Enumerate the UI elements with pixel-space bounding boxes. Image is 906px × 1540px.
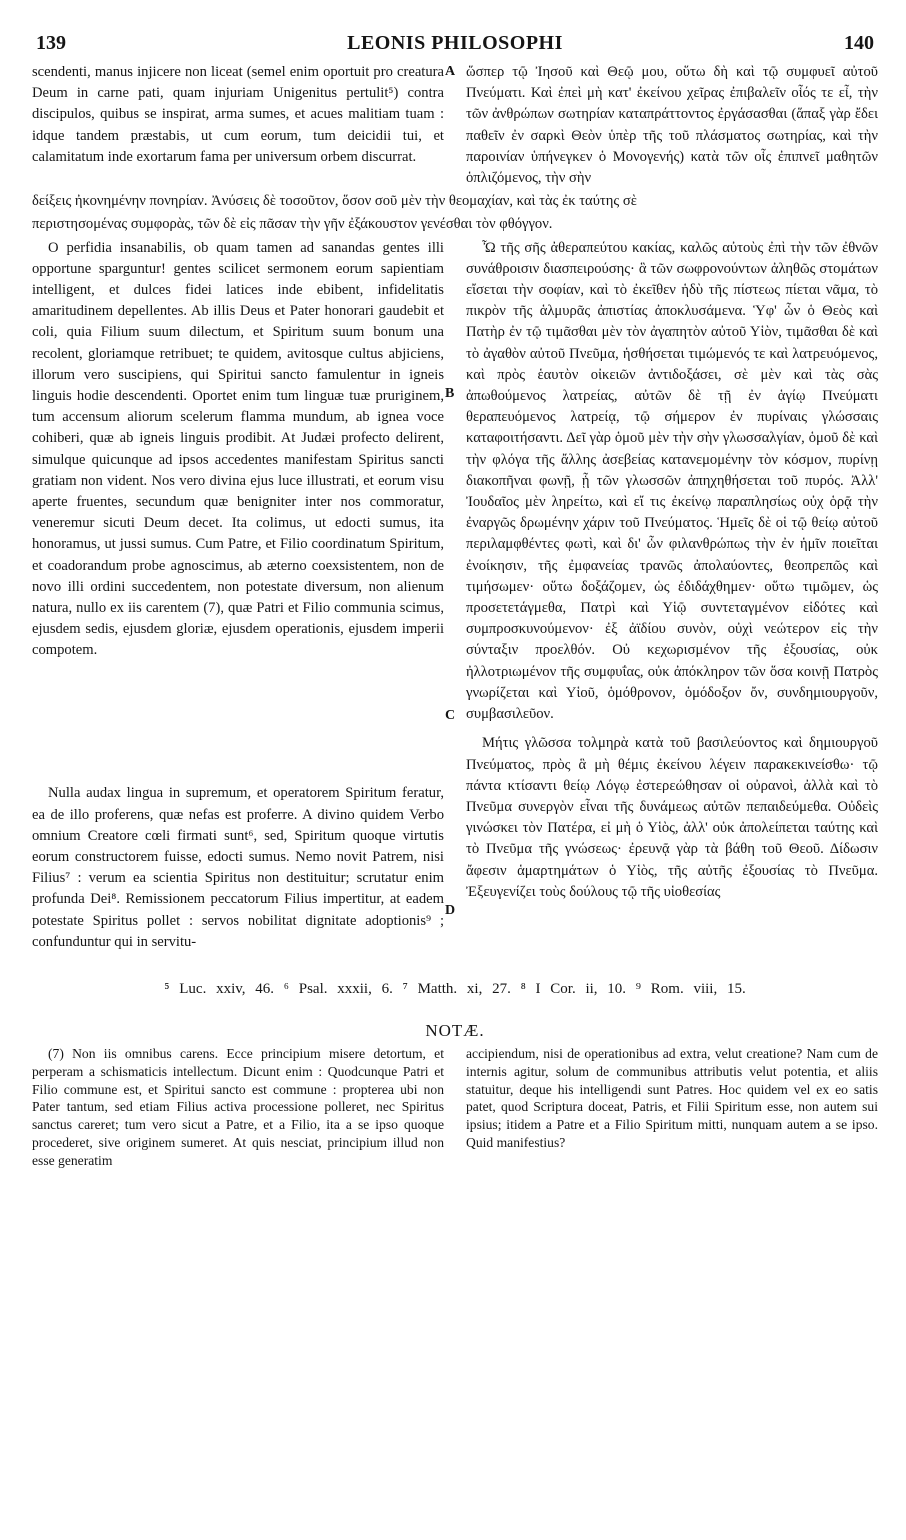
- notes-heading: NOTÆ.: [425, 1020, 485, 1040]
- latin-paragraph: scendenti, manus injicere non liceat (semel enim oportuit pro creatura Deum in carne pati, quam injuriam Unigenitus pertulit⁵) contra discipulos, quibus se inspirat, arma sumes, et acues malitiam tuam : idque tandem præstabis, ut cum eorum, tum deicidii tui, et calamitatum inde exortarum fama per universum orbem discurrat.: [32, 64, 444, 165]
- section-3: [32, 733, 878, 953]
- spacer: [32, 733, 444, 783]
- page-number-left: 139: [36, 32, 66, 54]
- margin-mark-a: A: [445, 64, 456, 79]
- notes-section: [32, 1045, 878, 1170]
- greek-column: [466, 62, 878, 189]
- section-1: [32, 62, 878, 189]
- notes-left-column: [32, 1045, 444, 1170]
- latin-column: [32, 238, 444, 726]
- running-header: [32, 32, 878, 62]
- greek-column: [466, 733, 878, 953]
- latin-paragraph: O perfidia insanabilis, ob quam tamen ad sanandas gentes illi opportune sparguntur! gentes scilicet sermonem eorum sapientiam intelligent, et dulces fidei latices inde ebibent, infidelitatis amaritudinem depellentes. Ab illis Deus et Pater honorari gaudebit et coli, quia Filium suum dilectum, et Spiritum suum bonum una recolent, gloriamque retribuet; te quidem, avitosque cultus abjiciens, illorum vero suscipiens, qui Spiritui sancto famulentur in igneis linguis hodie descendenti. Oportet enim tum linguæ tuæ pruriginem, tum accensum aliorum scelerum flamma mundum, ab ignea voce cohiberi, quæ ab igneis linguis prodibit. At Judæi profecto delirent, simulque quicunque ad ipsos accedentes manifestam Spiritus sancti gratiam non vident. Nos vero divina ejus luce illustrati, et eorum visu aperte fruentes, secundum quæ benigniter inter nos commoratur, veneremur sicuti Deum decet. Ita colimus, ut edocti sumus, ita honoramus, ut jussi sumus. Cum Patre, et Filio coordinatum Spiritum, et coadorandum probe agnoscimus, ab æterno coexsistentem, non de novo illi ordini succedentem, non potestate diversum, non alienum natura, nullo ex iis carentem (7), quæ Patri et Filio communia scimus, ejusdem sedis, ejusdem gloriæ, ejusdem operationis, ejusdem imperii compotem.: [32, 239, 444, 659]
- scripture-references: ⁵ Luc. xxiv, 46. ⁶ Psal. xxxii, 6. ⁷ Matth. xi, 27. ⁸ I Cor. ii, 10. ⁹ Rom. viii, 15.: [164, 980, 746, 997]
- note-paragraph: accipiendum, nisi de operationibus ad extra, velut creatione? Nam cum de internis agitur, solum de communibus attributis velut potentia, et aliis statuitur, deque his intelligendi sunt Patres. Hoc quidem vel ex eo satis patet, quod Scriptura doceat, Patris, et Filii Spiritum esse, non autem sui ipsius; itidem a Patre et a Filio Spiritum mitti, nunquam autem a se ipso. Quid manifestius?: [466, 1045, 878, 1150]
- margin-mark-d: D: [445, 903, 456, 919]
- section-2: [32, 238, 878, 726]
- latin-column: [32, 62, 444, 189]
- page-number-right: 140: [844, 32, 874, 54]
- page: [32, 32, 878, 1170]
- greek-column: [466, 238, 878, 726]
- margin-mark-b: B: [445, 385, 455, 401]
- latin-paragraph: Nulla audax lingua in supremum, et operatorem Spiritum feratur, ea de illo proferens, quæ nefas est proferre. A divino quidem Verbo omnium Creatore cœli firmati sunt⁶, sed, Spiritum quoque virtutis eorum constructorem fuisse, edocti sumus. Nemo novit Patrem, nisi Filius⁷ : verum ea scientia Spiritus non destituitur; scrutatur enim profunda Dei⁸. Remissionem peccatorum Filius impertitur, at eadem potestate Spiritus pollet : servos nobilitat dignitate adoptionis⁹ ; confunduntur qui in servitu-: [32, 785, 444, 950]
- notes-right-column: [466, 1045, 878, 1170]
- greek-paragraph: Ὦ τῆς σῆς ἀθεραπεύτου κακίας, καλῶς αὐτοὺς ἐπὶ τὴν τῶν ἐθνῶν συνάθροισιν διασπειρούσης· ἃ τῶν σωφρονούντων ἀληθῶς στομάτων εἴσεται τὴν σοφίαν, καὶ τὸ ἐκεῖθεν ἡδὺ τῆς πίστεως πίεται νᾶμα, τὸ πικρὸν τῆς ἁλμυρᾶς ἀπιστίας ἀποκλυσάμενα. Ὑφ' ὧν ὁ Θεὸς καὶ Πατὴρ ἐν τῷ τιμᾶσθαι μὲν τὸν ἀγαπητὸν αὐτοῦ Υἱὸν, τιμᾶσθαι δὲ καὶ τὸ ἀγαθὸν αὐτοῦ Πνεῦμα, ἡσθήσεται τιμώμενός τε καὶ λατρευόμενος, καὶ πρὸς ἑαυτὸν οἰκειῶν ἀντιδοξάσει, σὲ μὲν καὶ τὰς σὰς ἀπωθούμενος λατρείας, αὐτῶν δὲ τῇ ἐν ἁγίῳ Πνεύματι θεραπευόμενος λατρείᾳ, τῷ σήμερον ἐν πυρίναις γλώσσαις καταφοιτήσαντι. Δεῖ γὰρ ὁμοῦ μὲν τὴν σὴν γλωσσαλγίαν, ὁμοῦ δὲ καὶ τὴν φλόγα τῆς ἄλλης ἀσεβείας κατανεμομένην τὸν κόσμον, πυρίνῃ διακοπῆναι φωνῇ, ᾗ τῶν γλωσσῶν ἀπηχηθήσεται τοῦ πυρός. Ἀλλ' Ἰουδαῖος μὲν ληρείτω, καὶ εἴ τις ἐκείνῳ παραπλησίως οὐχ ὁρᾷ τὴν ἐναργῶς δρωμένην χάριν τοῦ Πνεύματος. Ἡμεῖς δὲ οἱ τῷ θείῳ αὐτοῦ περιλαμφθέντες φωτὶ, καὶ δι' ὧν φιλανθρώπως τὴν ἐν ἡμῖν ποιεῖται ἐνοίκησιν, τῆς ἐμφανείας τρανῶς ἀπολαύοντες, θεοπρεπῶς καὶ τιμήσωμεν· οὕτω δοξάζομεν, ὡς ἐδιδάχθημεν· οὕτω τιμῶμεν, ὡς προσετετάγμεθα, Πατρὶ καὶ Υἱῷ συντεταγμένον εἰδότες καὶ συμπροσκυνούμενον· ἐξ ἀϊδίου συνὸν, οὐχὶ νεώτερον εἰς τὴν σύνταξιν προελθόν. Οὐ κεχωρισμένον τῆς ἐξουσίας, οὐκ ἠλλοτριωμένον τῆς συμφυΐας, οὐκ ἀπόκληρον τῶν ὅσα κοινῇ Πατρὸς γνωρίζεται καὶ Υἱοῦ, ὁμόθρονον, ὁμόδοξον ὄν, συνδημιουργοῦν, συμβασιλεῦον.: [466, 239, 878, 723]
- greek-paragraph: Μήτις γλῶσσα τολμηρὰ κατὰ τοῦ βασιλεύοντος καὶ δημιουργοῦ Πνεύματος, πρὸς ἃ μὴ θέμις ἐκείνου λέγειν παρακεκινείσθω· τῷ πάντα κτίσαντι θείῳ Λόγῳ ἐστερεώθησαν οἱ οὐρανοὶ, ἀλλὰ καὶ τὸ Πνεῦμα συνεργὸν εἶναι τῆς δυνάμεως αὐτῶν πεπαιδεύμεθα. Οὐδεὶς γινώσκει τὸν Πατέρα, εἰ μὴ ὁ Υἱὸς, ἀλλ' οὐκ ἀπολείπεται ταύτης καὶ τὸ Πνεῦμα τῆς γνώσεως· ἐρευνᾷ γὰρ τὰ βάθη τοῦ Θεοῦ. Δίδωσιν ἄφεσιν ἁμαρτημάτων ὁ Υἱὸς, τῆς αὐτῆς ἐξουσίας τὸ Πνεῦμα. Ἐξευγενίζει τοὺς δούλους τῷ τῆς υἱοθεσίας: [466, 735, 878, 900]
- note-paragraph: (7) Non iis omnibus carens. Ecce principium misere detortum, et perperam a schismaticis intellectum. Dicunt enim : Quodcunque Patri et Filio commune est, et Spiritui sancto est commune : propterea ubi non Pater tantum, sed etiam Filius activa processione polleret, nec Spiritus sanctus careret; tum vero sicut a Patre, et a Filio, ita a se ipso quoque procederet, sive originem sumeret. At quis nesciat, principium illud non esse generatim: [32, 1045, 444, 1168]
- latin-column: [32, 733, 444, 953]
- greek-spanning-line: δείξεις ἠκονημένην πονηρίαν. Ἀνύσεις δὲ τοσοῦτον, ὅσον σοῦ μὲν τὴν θεομαχίαν, καὶ τὰς ἐκ ταύτης σὲ: [32, 193, 637, 210]
- greek-spanning-line: περιστησομένας συμφορὰς, τῶν δὲ εἰς πᾶσαν τὴν γῆν ἐξάκουστον γενέσθαι τὸν φθόγγον.: [32, 216, 553, 233]
- greek-paragraph: ὥσπερ τῷ Ἰησοῦ καὶ Θεῷ μου, οὕτω δὴ καὶ τῷ συμφυεῖ αὐτοῦ Πνεύματι. Καὶ ἐπεὶ μὴ κατ' ἐκείνου χεῖρας ἐπιβαλεῖν οἷός τε εἶ, τὴν τῶν ἀνθρώπων σωτηρίαν καταπράττοντος ἐργάσασθαι (ἅπαξ γὰρ ἔδει παθεῖν ἐν σαρκὶ Θεὸν ὑπὲρ τῆς τοῦ πλάσματος σωτηρίας, καὶ τὴν παροινίαν ὑπήνεγκεν ὁ Μονογενής) κατὰ τῶν οἷς ἐπιπνεῖ μαθητῶν ὁπλιζόμενος, τὴν σὴν: [466, 64, 878, 187]
- margin-mark-c: C: [445, 707, 456, 723]
- running-title: LEONIS PHILOSOPHI: [347, 32, 563, 54]
